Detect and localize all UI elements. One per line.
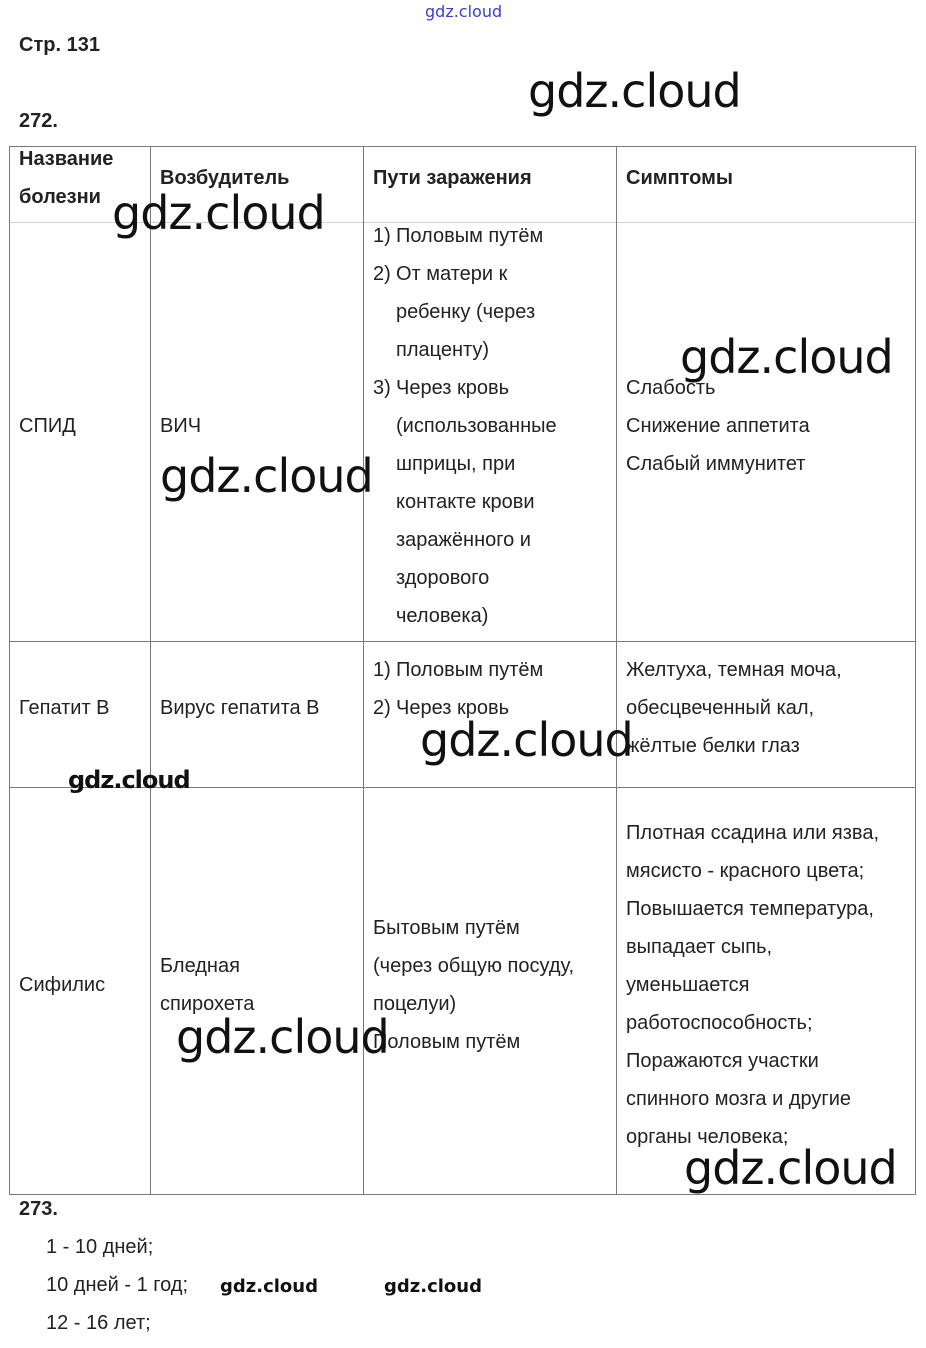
symptoms-cell: Плотная ссадина или язва, мясисто - красного цвета; Повышается температура, выпадает сыпь, уменьшается работоспособность; Поражаются участки спинного мозга и другие органы человека; xyxy=(626,822,880,1148)
page-reference: Стр. 131 xyxy=(19,34,100,56)
task-273-number: 273. xyxy=(19,1198,58,1220)
symptoms-cell: Желтуха, темная моча, обесцвеченный кал, жёлтые белки глаз xyxy=(626,659,842,757)
disease-name-cell: Сифилис xyxy=(19,974,106,996)
watermark: gdz.cloud xyxy=(220,1276,318,1297)
task-272-number: 272. xyxy=(19,110,58,132)
column-separator xyxy=(616,146,617,1195)
table-border-top xyxy=(9,146,916,147)
table-border-right xyxy=(915,146,916,1195)
column-separator xyxy=(150,146,151,1195)
symptoms-cell: Слабость Снижение аппетита Слабый иммунитет xyxy=(626,377,810,475)
header-symptoms: Симптомы xyxy=(626,167,733,189)
watermark: gdz.cloud xyxy=(684,1141,897,1195)
column-separator xyxy=(9,146,10,1195)
header-pathogen: Возбудитель xyxy=(160,167,290,189)
watermark: gdz.cloud xyxy=(528,64,741,118)
routes-cell: 1) Половым путём 2) От матери к ребенку (через плаценту) 3) Через кровь (использованные шприцы, при контакте крови заражённого и здорового человека) xyxy=(373,225,557,627)
routes-cell: Бытовым путём (через общую посуду, поцелуи) Половым путём xyxy=(373,917,575,1053)
disease-name-cell: Гепатит В xyxy=(19,697,110,719)
answer-item: 1 - 10 дней; xyxy=(46,1236,154,1258)
watermark: gdz.cloud xyxy=(420,713,633,767)
watermark: gdz.cloud xyxy=(680,330,893,384)
pathogen-cell: Вирус гепатита В xyxy=(160,697,320,719)
watermark: gdz.cloud xyxy=(384,1276,482,1297)
pathogen-cell: Бледная спирохета xyxy=(160,955,255,1015)
answer-item: 10 дней - 1 год; xyxy=(46,1274,189,1296)
pathogen-cell: ВИЧ xyxy=(160,415,202,437)
disease-name-cell: СПИД xyxy=(19,415,76,437)
watermark: gdz.cloud xyxy=(68,766,190,794)
site-watermark-top: gdz.cloud xyxy=(425,2,503,21)
answer-list-273 xyxy=(46,1228,188,1342)
answer-item: 12 - 16 лет; xyxy=(46,1312,151,1334)
row-separator xyxy=(9,641,916,642)
watermark: gdz.cloud xyxy=(176,1010,389,1064)
watermark: gdz.cloud xyxy=(160,449,373,503)
header-routes: Пути заражения xyxy=(373,167,532,189)
header-disease-name: Название болезни xyxy=(19,148,114,208)
watermark: gdz.cloud xyxy=(112,186,325,240)
routes-cell: 1) Половым путём 2) Через кровь xyxy=(373,659,544,719)
